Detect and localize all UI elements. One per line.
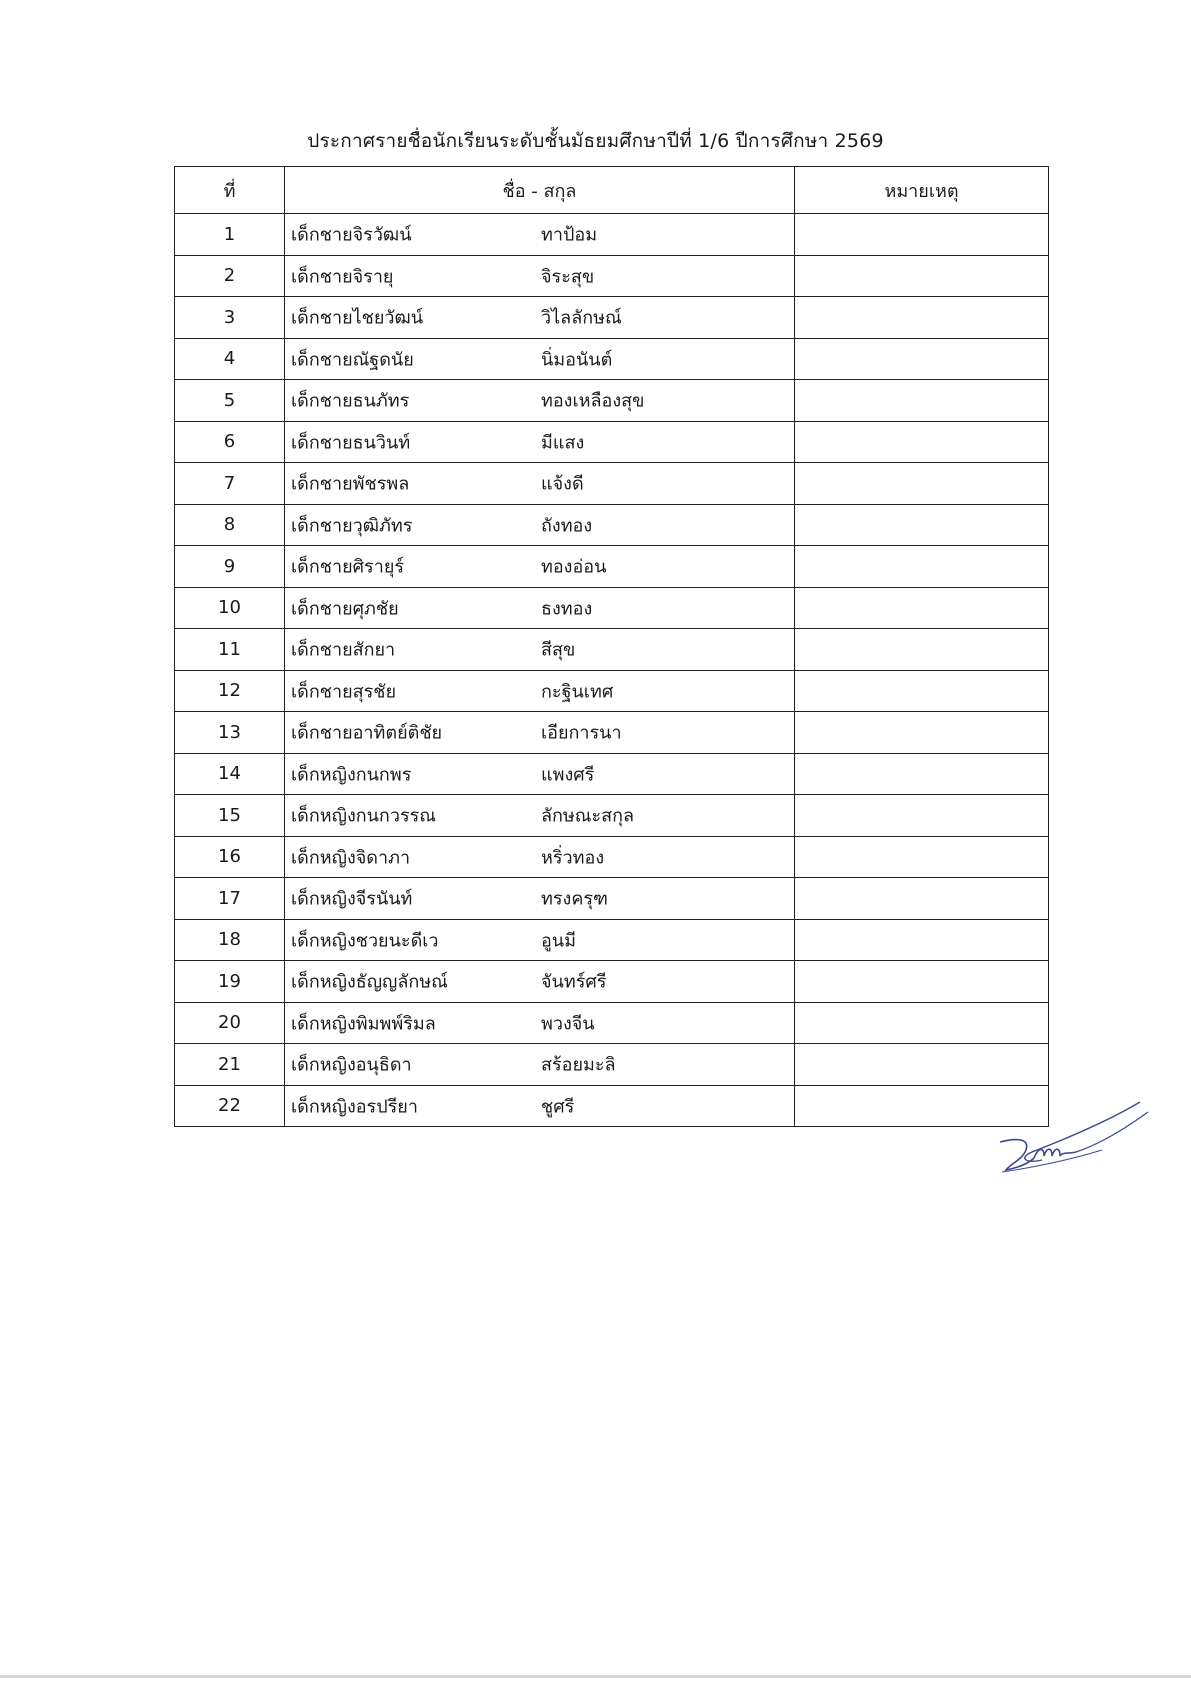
note-cell — [795, 463, 1049, 505]
note-cell — [795, 338, 1049, 380]
student-name-cell — [285, 380, 795, 422]
row-number: 2 — [175, 255, 285, 297]
student-last-name: จันทร์ศรี — [541, 971, 607, 993]
row-number: 3 — [175, 297, 285, 339]
table-row — [175, 546, 1049, 588]
student-last-name: ทองอ่อน — [541, 556, 607, 578]
student-first-name: เด็กหญิงชวยนะดีเว — [291, 930, 439, 952]
row-number: 20 — [175, 1002, 285, 1044]
student-first-name: เด็กหญิงธัญญลักษณ์ — [291, 971, 448, 993]
student-first-name: เด็กชายจิรายุ — [291, 266, 394, 288]
table-row — [175, 919, 1049, 961]
student-last-name: หริ่วทอง — [541, 847, 605, 869]
header-row — [175, 167, 1049, 214]
student-first-name: เด็กชายอาทิตย์ติชัย — [291, 722, 443, 744]
row-number: 15 — [175, 795, 285, 837]
column-header-note: หมายเหตุ — [795, 167, 1049, 214]
student-name-cell — [285, 919, 795, 961]
note-cell — [795, 961, 1049, 1003]
student-last-name: พวงจีน — [541, 1013, 595, 1035]
row-number: 17 — [175, 878, 285, 920]
student-first-name: เด็กชายณัฐดนัย — [291, 349, 414, 371]
row-number: 12 — [175, 670, 285, 712]
row-number: 14 — [175, 753, 285, 795]
table-row — [175, 421, 1049, 463]
row-number: 10 — [175, 587, 285, 629]
row-number: 19 — [175, 961, 285, 1003]
student-first-name: เด็กชายจิรวัฒน์ — [291, 224, 412, 246]
student-last-name: เอียการนา — [541, 722, 622, 744]
page-title: ประกาศรายชื่อนักเรียนระดับชั้นมัธยมศึกษาปีที่ 1/6 ปีการศึกษา 2569 — [307, 130, 884, 152]
note-cell — [795, 795, 1049, 837]
student-first-name: เด็กชายวุฒิภัทร — [291, 515, 413, 537]
table-row — [175, 587, 1049, 629]
table-row — [175, 214, 1049, 256]
note-cell — [795, 919, 1049, 961]
table-row — [175, 1085, 1049, 1127]
student-name-cell — [285, 629, 795, 671]
student-first-name: เด็กหญิงจิดาภา — [291, 847, 411, 869]
row-number: 7 — [175, 463, 285, 505]
table-row — [175, 504, 1049, 546]
row-number: 16 — [175, 836, 285, 878]
student-last-name: สีสุข — [541, 639, 576, 661]
student-name-cell — [285, 421, 795, 463]
row-number: 13 — [175, 712, 285, 754]
student-last-name: วิไลลักษณ์ — [541, 307, 622, 329]
student-first-name: เด็กหญิงพิมพพ์ริมล — [291, 1013, 436, 1035]
note-cell — [795, 380, 1049, 422]
student-last-name: สร้อยมะลิ — [541, 1054, 616, 1076]
table-row — [175, 836, 1049, 878]
row-number: 4 — [175, 338, 285, 380]
student-last-name: นิ่มอนันต์ — [541, 349, 613, 371]
note-cell — [795, 629, 1049, 671]
row-number: 5 — [175, 380, 285, 422]
table-header — [175, 167, 1049, 214]
student-name-cell — [285, 795, 795, 837]
note-cell — [795, 546, 1049, 588]
student-name-cell — [285, 504, 795, 546]
student-roster-table — [174, 166, 1049, 1127]
note-cell — [795, 878, 1049, 920]
note-cell — [795, 587, 1049, 629]
student-first-name: เด็กหญิงจีรนันท์ — [291, 888, 413, 910]
note-cell — [795, 421, 1049, 463]
student-last-name: ธงทอง — [541, 598, 593, 620]
student-last-name: ทรงครุฑ — [541, 888, 608, 910]
table-row — [175, 712, 1049, 754]
student-name-cell — [285, 587, 795, 629]
table-body — [175, 214, 1049, 1127]
note-cell — [795, 214, 1049, 256]
table-row — [175, 1044, 1049, 1086]
student-name-cell — [285, 214, 795, 256]
scan-edge-line — [0, 1675, 1191, 1678]
student-last-name: ชูศรี — [541, 1096, 575, 1118]
student-name-cell — [285, 878, 795, 920]
row-number: 11 — [175, 629, 285, 671]
table-row — [175, 961, 1049, 1003]
table-row — [175, 878, 1049, 920]
student-last-name: มีแสง — [541, 432, 585, 454]
note-cell — [795, 255, 1049, 297]
table-row — [175, 670, 1049, 712]
student-name-cell — [285, 546, 795, 588]
table-row — [175, 1002, 1049, 1044]
table-row — [175, 338, 1049, 380]
row-number: 18 — [175, 919, 285, 961]
student-name-cell — [285, 255, 795, 297]
student-name-cell — [285, 1002, 795, 1044]
table-row — [175, 297, 1049, 339]
note-cell — [795, 712, 1049, 754]
student-first-name: เด็กชายธนวินท์ — [291, 432, 411, 454]
table-row — [175, 795, 1049, 837]
student-first-name: เด็กชายธนภัทร — [291, 390, 410, 412]
student-last-name: อูนมี — [541, 930, 576, 952]
note-cell — [795, 1044, 1049, 1086]
student-first-name: เด็กชายศุภชัย — [291, 598, 399, 620]
student-last-name: แจ้งดี — [541, 473, 584, 495]
student-last-name: กะฐินเทศ — [541, 681, 614, 703]
student-name-cell — [285, 338, 795, 380]
student-first-name: เด็กชายพัชรพล — [291, 473, 410, 495]
student-last-name: ทองเหลืองสุข — [541, 390, 645, 412]
row-number: 22 — [175, 1085, 285, 1127]
student-name-cell — [285, 753, 795, 795]
student-name-cell — [285, 297, 795, 339]
row-number: 8 — [175, 504, 285, 546]
student-first-name: เด็กหญิงกนกพร — [291, 764, 412, 786]
student-last-name: จิระสุข — [541, 266, 595, 288]
student-first-name: เด็กหญิงกนกวรรณ — [291, 805, 436, 827]
student-first-name: เด็กหญิงอรปรียา — [291, 1096, 418, 1118]
note-cell — [795, 297, 1049, 339]
column-header-no: ที่ — [175, 167, 285, 214]
student-last-name: ทาป้อม — [541, 224, 598, 246]
signature — [990, 1098, 1150, 1188]
student-last-name: ถังทอง — [541, 515, 593, 537]
table-row — [175, 463, 1049, 505]
student-first-name: เด็กชายศิรายุร์ — [291, 556, 405, 578]
table-row — [175, 255, 1049, 297]
row-number: 1 — [175, 214, 285, 256]
note-cell — [795, 1002, 1049, 1044]
student-name-cell — [285, 463, 795, 505]
row-number: 6 — [175, 421, 285, 463]
note-cell — [795, 670, 1049, 712]
table-row — [175, 380, 1049, 422]
note-cell — [795, 836, 1049, 878]
row-number: 21 — [175, 1044, 285, 1086]
signature-icon — [990, 1098, 1150, 1188]
student-first-name: เด็กชายสุรชัย — [291, 681, 397, 703]
student-name-cell — [285, 961, 795, 1003]
student-name-cell — [285, 1085, 795, 1127]
table-row — [175, 753, 1049, 795]
student-name-cell — [285, 712, 795, 754]
note-cell — [795, 753, 1049, 795]
student-first-name: เด็กชายไชยวัฒน์ — [291, 307, 424, 329]
row-number: 9 — [175, 546, 285, 588]
student-first-name: เด็กชายสักยา — [291, 639, 396, 661]
student-last-name: ลักษณะสกุล — [541, 805, 635, 827]
student-name-cell — [285, 836, 795, 878]
student-last-name: แพงศรี — [541, 764, 595, 786]
student-name-cell — [285, 1044, 795, 1086]
table-row — [175, 629, 1049, 671]
column-header-name: ชื่อ - สกุล — [285, 167, 795, 214]
student-name-cell — [285, 670, 795, 712]
student-first-name: เด็กหญิงอนุธิดา — [291, 1054, 412, 1076]
note-cell — [795, 504, 1049, 546]
